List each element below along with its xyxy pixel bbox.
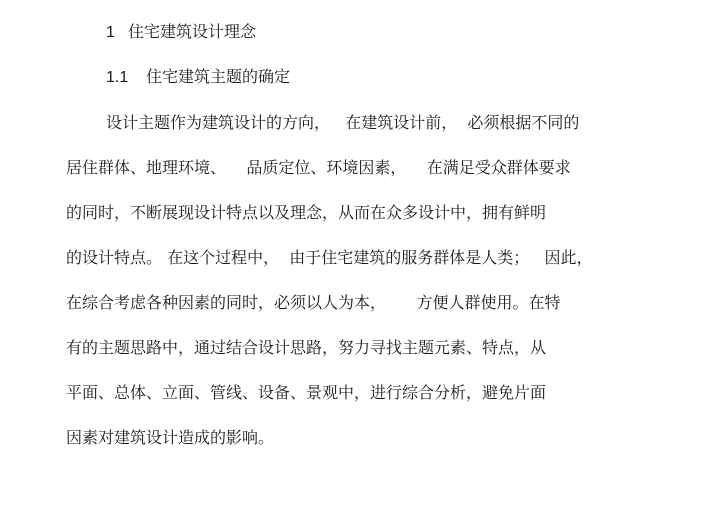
section-title: 住宅建筑设计理念 [128,22,257,41]
paragraph-line: 设计主题作为建筑设计的方向， 在建筑设计前， 必须根据不同的 [106,113,580,132]
paragraph-line: 居住群体、地理环境、 品质定位、环境因素， 在满足受众群体要求 [66,158,571,177]
section-number: 1 [106,24,115,41]
paragraph-line: 的设计特点。 在这个过程中， 由于住宅建筑的服务群体是人类； 因此， [66,248,593,267]
paragraph-line: 因素对建筑设计造成的影响。 [66,428,275,447]
paragraph-line: 的同时，不断展现设计特点以及理念，从而在众多设计中，拥有鲜明 [66,203,547,222]
paragraph-line: 有的主题思路中，通过结合设计思路，努力寻找主题元素、特点，从 [66,338,547,357]
paragraph-line: 平面、总体、立面、管线、设备、景观中，进行综合分析，避免片面 [66,383,547,402]
subsection-heading [106,67,290,88]
subsection-number: 1.1 [106,69,129,86]
paragraph-line: 在综合考虑各种因素的同时，必须以人为本， 方便人群使用。在特 [66,293,561,312]
subsection-title: 住宅建筑主题的确定 [146,67,291,86]
section-heading [106,22,256,43]
